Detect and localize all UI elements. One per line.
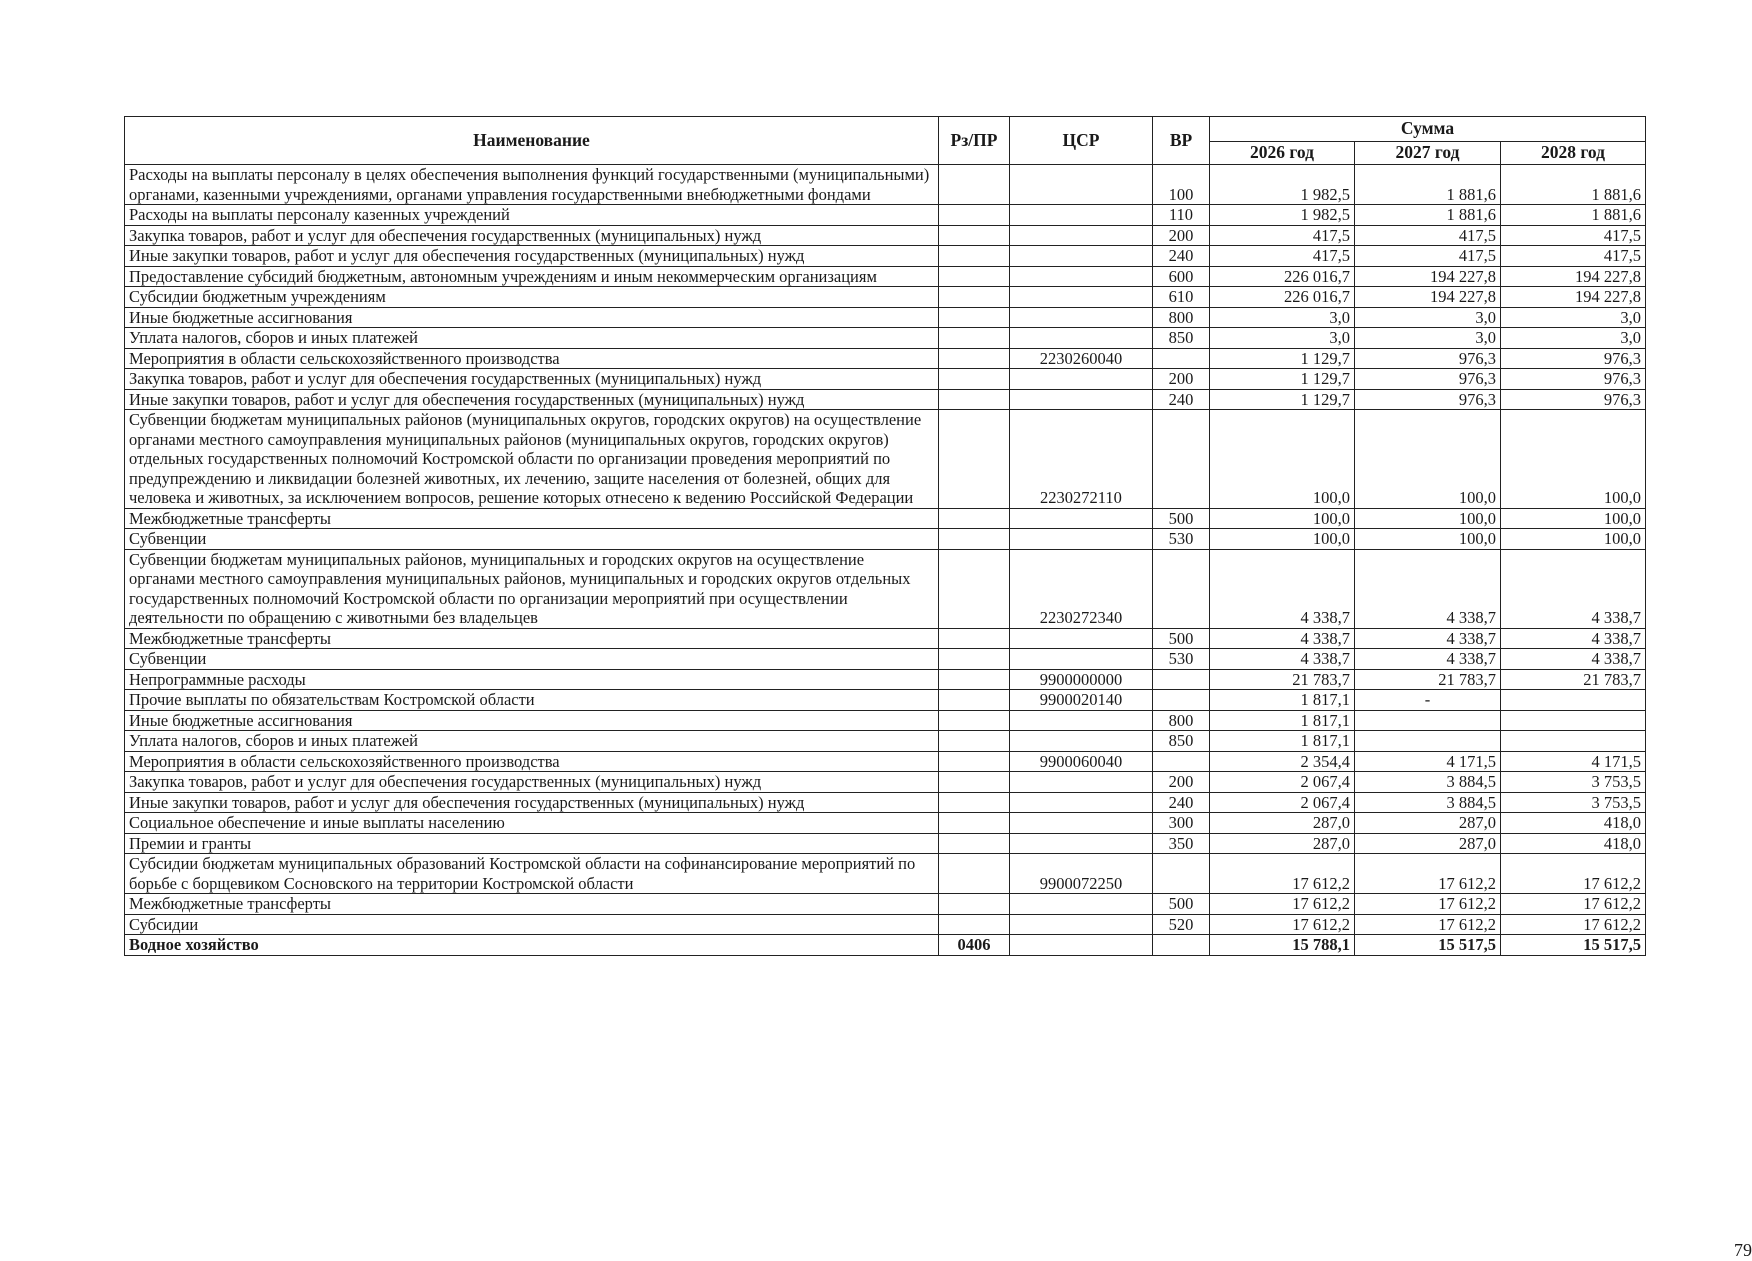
cell-rzpr [939,328,1010,349]
cell-vr: 800 [1153,710,1210,731]
cell-rzpr [939,549,1010,628]
cell-csr [1010,792,1153,813]
cell-2028: 17 612,2 [1501,894,1646,915]
cell-2026: 2 067,4 [1210,772,1355,793]
cell-rzpr [939,649,1010,670]
cell-2026: 3,0 [1210,328,1355,349]
cell-vr [1153,854,1210,894]
cell-rzpr [939,529,1010,550]
cell-2026: 1 817,1 [1210,731,1355,752]
table-row [125,690,1646,711]
header-csr: ЦСР [1010,117,1153,165]
cell-2026: 2 354,4 [1210,751,1355,772]
cell-2028: 1 881,6 [1501,205,1646,226]
cell-rzpr [939,772,1010,793]
cell-rzpr [939,165,1010,205]
cell-name: Субсидии бюджетным учреждениям [125,287,939,308]
header-rzpr: Рз/ПР [939,117,1010,165]
header-year-2026: 2026 год [1210,142,1355,165]
header-vr: ВР [1153,117,1210,165]
table-row [125,628,1646,649]
cell-2027: 100,0 [1355,410,1501,509]
cell-2028: 417,5 [1501,225,1646,246]
cell-name: Иные закупки товаров, работ и услуг для обеспечения государственных (муниципальных) нужд [125,246,939,267]
cell-2027: 4 171,5 [1355,751,1501,772]
cell-csr [1010,287,1153,308]
cell-2028: 194 227,8 [1501,287,1646,308]
table-row [125,307,1646,328]
cell-name: Закупка товаров, работ и услуг для обеспечения государственных (муниципальных) нужд [125,772,939,793]
cell-2027: 976,3 [1355,389,1501,410]
cell-2028: 4 338,7 [1501,628,1646,649]
cell-2026: 100,0 [1210,529,1355,550]
cell-csr [1010,914,1153,935]
cell-name: Мероприятия в области сельскохозяйственного производства [125,751,939,772]
cell-vr: 500 [1153,894,1210,915]
table-row [125,731,1646,752]
cell-rzpr [939,287,1010,308]
cell-2027 [1355,731,1501,752]
cell-vr: 300 [1153,813,1210,834]
cell-rzpr [939,246,1010,267]
table-row [125,792,1646,813]
cell-2027: 976,3 [1355,369,1501,390]
cell-2028: 3 753,5 [1501,792,1646,813]
cell-rzpr [939,914,1010,935]
table-row [125,165,1646,205]
cell-name: Премии и гранты [125,833,939,854]
cell-rzpr [939,205,1010,226]
cell-vr [1153,751,1210,772]
cell-csr [1010,328,1153,349]
cell-2027: 194 227,8 [1355,287,1501,308]
cell-csr [1010,649,1153,670]
cell-2028 [1501,690,1646,711]
cell-name: Иные закупки товаров, работ и услуг для обеспечения государственных (муниципальных) нужд [125,792,939,813]
table-row [125,529,1646,550]
cell-2026: 1 129,7 [1210,389,1355,410]
cell-2028: 976,3 [1501,348,1646,369]
cell-2026: 17 612,2 [1210,894,1355,915]
cell-name: Предоставление субсидий бюджетным, автономным учреждениям и иным некоммерческим организациям [125,266,939,287]
cell-csr [1010,205,1153,226]
header-year-2028: 2028 год [1501,142,1646,165]
table-row [125,410,1646,509]
cell-rzpr [939,731,1010,752]
cell-csr [1010,369,1153,390]
cell-name: Расходы на выплаты персоналу казенных учреждений [125,205,939,226]
cell-2026: 226 016,7 [1210,287,1355,308]
table-row [125,649,1646,670]
cell-name: Прочие выплаты по обязательствам Костромской области [125,690,939,711]
table-row [125,328,1646,349]
cell-2027: 100,0 [1355,529,1501,550]
cell-name: Иные бюджетные ассигнования [125,307,939,328]
cell-csr [1010,389,1153,410]
cell-csr: 2230272340 [1010,549,1153,628]
cell-2026: 1 129,7 [1210,348,1355,369]
table-row [125,205,1646,226]
cell-2028: 4 171,5 [1501,751,1646,772]
cell-vr [1153,935,1210,956]
cell-csr: 9900072250 [1010,854,1153,894]
cell-csr [1010,710,1153,731]
cell-vr [1153,549,1210,628]
cell-csr [1010,628,1153,649]
cell-rzpr [939,369,1010,390]
cell-vr: 800 [1153,307,1210,328]
cell-vr: 200 [1153,772,1210,793]
cell-csr [1010,246,1153,267]
cell-2028: 4 338,7 [1501,549,1646,628]
cell-rzpr [939,225,1010,246]
table-row [125,813,1646,834]
cell-name: Мероприятия в области сельскохозяйственного производства [125,348,939,369]
cell-csr: 9900000000 [1010,669,1153,690]
cell-name: Социальное обеспечение и иные выплаты населению [125,813,939,834]
cell-vr: 350 [1153,833,1210,854]
cell-2027: 417,5 [1355,246,1501,267]
cell-vr: 520 [1153,914,1210,935]
cell-2027: 17 612,2 [1355,914,1501,935]
table-row [125,772,1646,793]
cell-csr: 2230260040 [1010,348,1153,369]
cell-2028: 3,0 [1501,307,1646,328]
cell-2027: 1 881,6 [1355,205,1501,226]
cell-2028: 418,0 [1501,833,1646,854]
cell-2028: 15 517,5 [1501,935,1646,956]
cell-name: Водное хозяйство [125,935,939,956]
table-row [125,914,1646,935]
cell-csr [1010,894,1153,915]
cell-2027: 15 517,5 [1355,935,1501,956]
cell-csr: 9900020140 [1010,690,1153,711]
cell-name: Субсидии бюджетам муниципальных образований Костромской области на софинансирование мероприятий по борьбе с борщевиком Сосновского на территории Костромской области [125,854,939,894]
cell-vr: 240 [1153,246,1210,267]
cell-2026: 17 612,2 [1210,854,1355,894]
cell-csr [1010,813,1153,834]
cell-2028: 418,0 [1501,813,1646,834]
cell-2028: 100,0 [1501,529,1646,550]
cell-2027: 3,0 [1355,328,1501,349]
cell-name: Уплата налогов, сборов и иных платежей [125,328,939,349]
cell-2028: 17 612,2 [1501,914,1646,935]
cell-vr: 530 [1153,649,1210,670]
cell-2026: 100,0 [1210,410,1355,509]
cell-2028: 194 227,8 [1501,266,1646,287]
table-row [125,669,1646,690]
cell-name: Закупка товаров, работ и услуг для обеспечения государственных (муниципальных) нужд [125,225,939,246]
cell-name: Закупка товаров, работ и услуг для обеспечения государственных (муниципальных) нужд [125,369,939,390]
cell-name: Иные закупки товаров, работ и услуг для обеспечения государственных (муниципальных) нужд [125,389,939,410]
cell-name: Субвенции [125,649,939,670]
header-name: Наименование [125,117,939,165]
cell-rzpr [939,628,1010,649]
table-row [125,225,1646,246]
cell-name: Субвенции бюджетам муниципальных районов, муниципальных и городских округов на осуществление органами местного самоуправления муниципальных районов, муниципальных и городских округов отдельных государственных полномочий Костромской области по организации мероприятий при осуществлении деятельности по обращению с животными без владельцев [125,549,939,628]
cell-2028: 1 881,6 [1501,165,1646,205]
cell-2027: 194 227,8 [1355,266,1501,287]
cell-vr: 500 [1153,628,1210,649]
table-row [125,894,1646,915]
cell-2027: 4 338,7 [1355,549,1501,628]
table-row [125,508,1646,529]
cell-2028: 976,3 [1501,369,1646,390]
cell-csr [1010,935,1153,956]
cell-2028: 100,0 [1501,410,1646,509]
table-row [125,348,1646,369]
table-row [125,710,1646,731]
cell-csr [1010,307,1153,328]
cell-vr: 110 [1153,205,1210,226]
cell-csr [1010,165,1153,205]
cell-rzpr [939,266,1010,287]
cell-name: Межбюджетные трансферты [125,628,939,649]
table-row [125,854,1646,894]
cell-vr: 850 [1153,731,1210,752]
header-sum: Сумма [1210,117,1646,142]
cell-rzpr [939,348,1010,369]
cell-name: Субвенции [125,529,939,550]
cell-2026: 15 788,1 [1210,935,1355,956]
cell-csr [1010,225,1153,246]
cell-rzpr [939,508,1010,529]
cell-2027: 4 338,7 [1355,628,1501,649]
cell-vr [1153,348,1210,369]
cell-2028: 3 753,5 [1501,772,1646,793]
cell-rzpr [939,813,1010,834]
cell-2028: 3,0 [1501,328,1646,349]
header-year-2027: 2027 год [1355,142,1501,165]
table-body [125,165,1646,956]
table-row [125,287,1646,308]
cell-2026: 287,0 [1210,813,1355,834]
cell-2027: 976,3 [1355,348,1501,369]
cell-rzpr [939,894,1010,915]
table-row [125,935,1646,956]
cell-csr [1010,833,1153,854]
cell-2026: 1 982,5 [1210,165,1355,205]
cell-2027: 287,0 [1355,833,1501,854]
cell-2026: 4 338,7 [1210,549,1355,628]
cell-2028: 100,0 [1501,508,1646,529]
budget-table [124,116,1646,956]
cell-vr: 240 [1153,389,1210,410]
cell-rzpr [939,410,1010,509]
cell-2028 [1501,710,1646,731]
cell-vr: 200 [1153,225,1210,246]
cell-csr [1010,266,1153,287]
cell-name: Непрограммные расходы [125,669,939,690]
cell-2027: 287,0 [1355,813,1501,834]
cell-2026: 3,0 [1210,307,1355,328]
cell-2028: 976,3 [1501,389,1646,410]
cell-rzpr [939,833,1010,854]
cell-2026: 17 612,2 [1210,914,1355,935]
cell-vr: 100 [1153,165,1210,205]
cell-vr [1153,690,1210,711]
cell-csr [1010,508,1153,529]
cell-2027: 3 884,5 [1355,792,1501,813]
cell-rzpr [939,669,1010,690]
cell-vr [1153,410,1210,509]
cell-name: Межбюджетные трансферты [125,508,939,529]
cell-2026: 287,0 [1210,833,1355,854]
cell-csr: 9900060040 [1010,751,1153,772]
cell-vr [1153,669,1210,690]
cell-2026: 4 338,7 [1210,628,1355,649]
cell-vr: 500 [1153,508,1210,529]
cell-rzpr [939,854,1010,894]
cell-csr [1010,731,1153,752]
cell-name: Субсидии [125,914,939,935]
table-row [125,369,1646,390]
cell-rzpr [939,389,1010,410]
cell-rzpr [939,792,1010,813]
cell-2026: 226 016,7 [1210,266,1355,287]
cell-name: Расходы на выплаты персоналу в целях обеспечения выполнения функций государственными (муниципальными) органами, казенными учреждениями, органами управления государственными внебюджетными фондами [125,165,939,205]
cell-vr: 850 [1153,328,1210,349]
cell-2028 [1501,731,1646,752]
cell-2028: 417,5 [1501,246,1646,267]
cell-rzpr [939,690,1010,711]
cell-vr: 600 [1153,266,1210,287]
cell-2026: 417,5 [1210,225,1355,246]
cell-name: Уплата налогов, сборов и иных платежей [125,731,939,752]
cell-2028: 4 338,7 [1501,649,1646,670]
cell-rzpr [939,751,1010,772]
cell-2026: 417,5 [1210,246,1355,267]
cell-2027: 3,0 [1355,307,1501,328]
cell-name: Субвенции бюджетам муниципальных районов (муниципальных округов, городских округов) на осуществление органами местного самоуправления муниципальных районов (муниципальных округов, городских округов) отдельных государственных полномочий Костромской области по организации проведения мероприятий по предупреждению и ликвидации болезней животных, их лечению, защите населения от болезней, общих для человека и животных, за исключением вопросов, решение которых отнесено к ведению Российской Федерации [125,410,939,509]
cell-2027: - [1355,690,1501,711]
cell-csr [1010,529,1153,550]
cell-2026: 1 817,1 [1210,710,1355,731]
budget-sheet [124,116,1752,1260]
table-row [125,833,1646,854]
cell-2028: 17 612,2 [1501,854,1646,894]
table-row [125,751,1646,772]
cell-2026: 1 129,7 [1210,369,1355,390]
cell-2027: 1 881,6 [1355,165,1501,205]
cell-vr: 240 [1153,792,1210,813]
cell-2027: 17 612,2 [1355,894,1501,915]
cell-name: Межбюджетные трансферты [125,894,939,915]
table-row [125,266,1646,287]
cell-csr [1010,772,1153,793]
cell-vr: 610 [1153,287,1210,308]
cell-2027: 17 612,2 [1355,854,1501,894]
cell-2026: 4 338,7 [1210,649,1355,670]
cell-2027: 417,5 [1355,225,1501,246]
cell-2026: 1 817,1 [1210,690,1355,711]
cell-2027: 4 338,7 [1355,649,1501,670]
table-row [125,246,1646,267]
cell-2028: 21 783,7 [1501,669,1646,690]
cell-vr: 530 [1153,529,1210,550]
cell-name: Иные бюджетные ассигнования [125,710,939,731]
table-row [125,389,1646,410]
table-row [125,549,1646,628]
cell-2027: 21 783,7 [1355,669,1501,690]
cell-2026: 100,0 [1210,508,1355,529]
cell-2027: 100,0 [1355,508,1501,529]
cell-rzpr [939,307,1010,328]
cell-csr: 2230272110 [1010,410,1153,509]
cell-2026: 2 067,4 [1210,792,1355,813]
page-number: 79 [1734,1240,1752,1260]
cell-rzpr [939,710,1010,731]
cell-2027 [1355,710,1501,731]
cell-2026: 21 783,7 [1210,669,1355,690]
cell-2027: 3 884,5 [1355,772,1501,793]
cell-2026: 1 982,5 [1210,205,1355,226]
cell-vr: 200 [1153,369,1210,390]
cell-rzpr: 0406 [939,935,1010,956]
